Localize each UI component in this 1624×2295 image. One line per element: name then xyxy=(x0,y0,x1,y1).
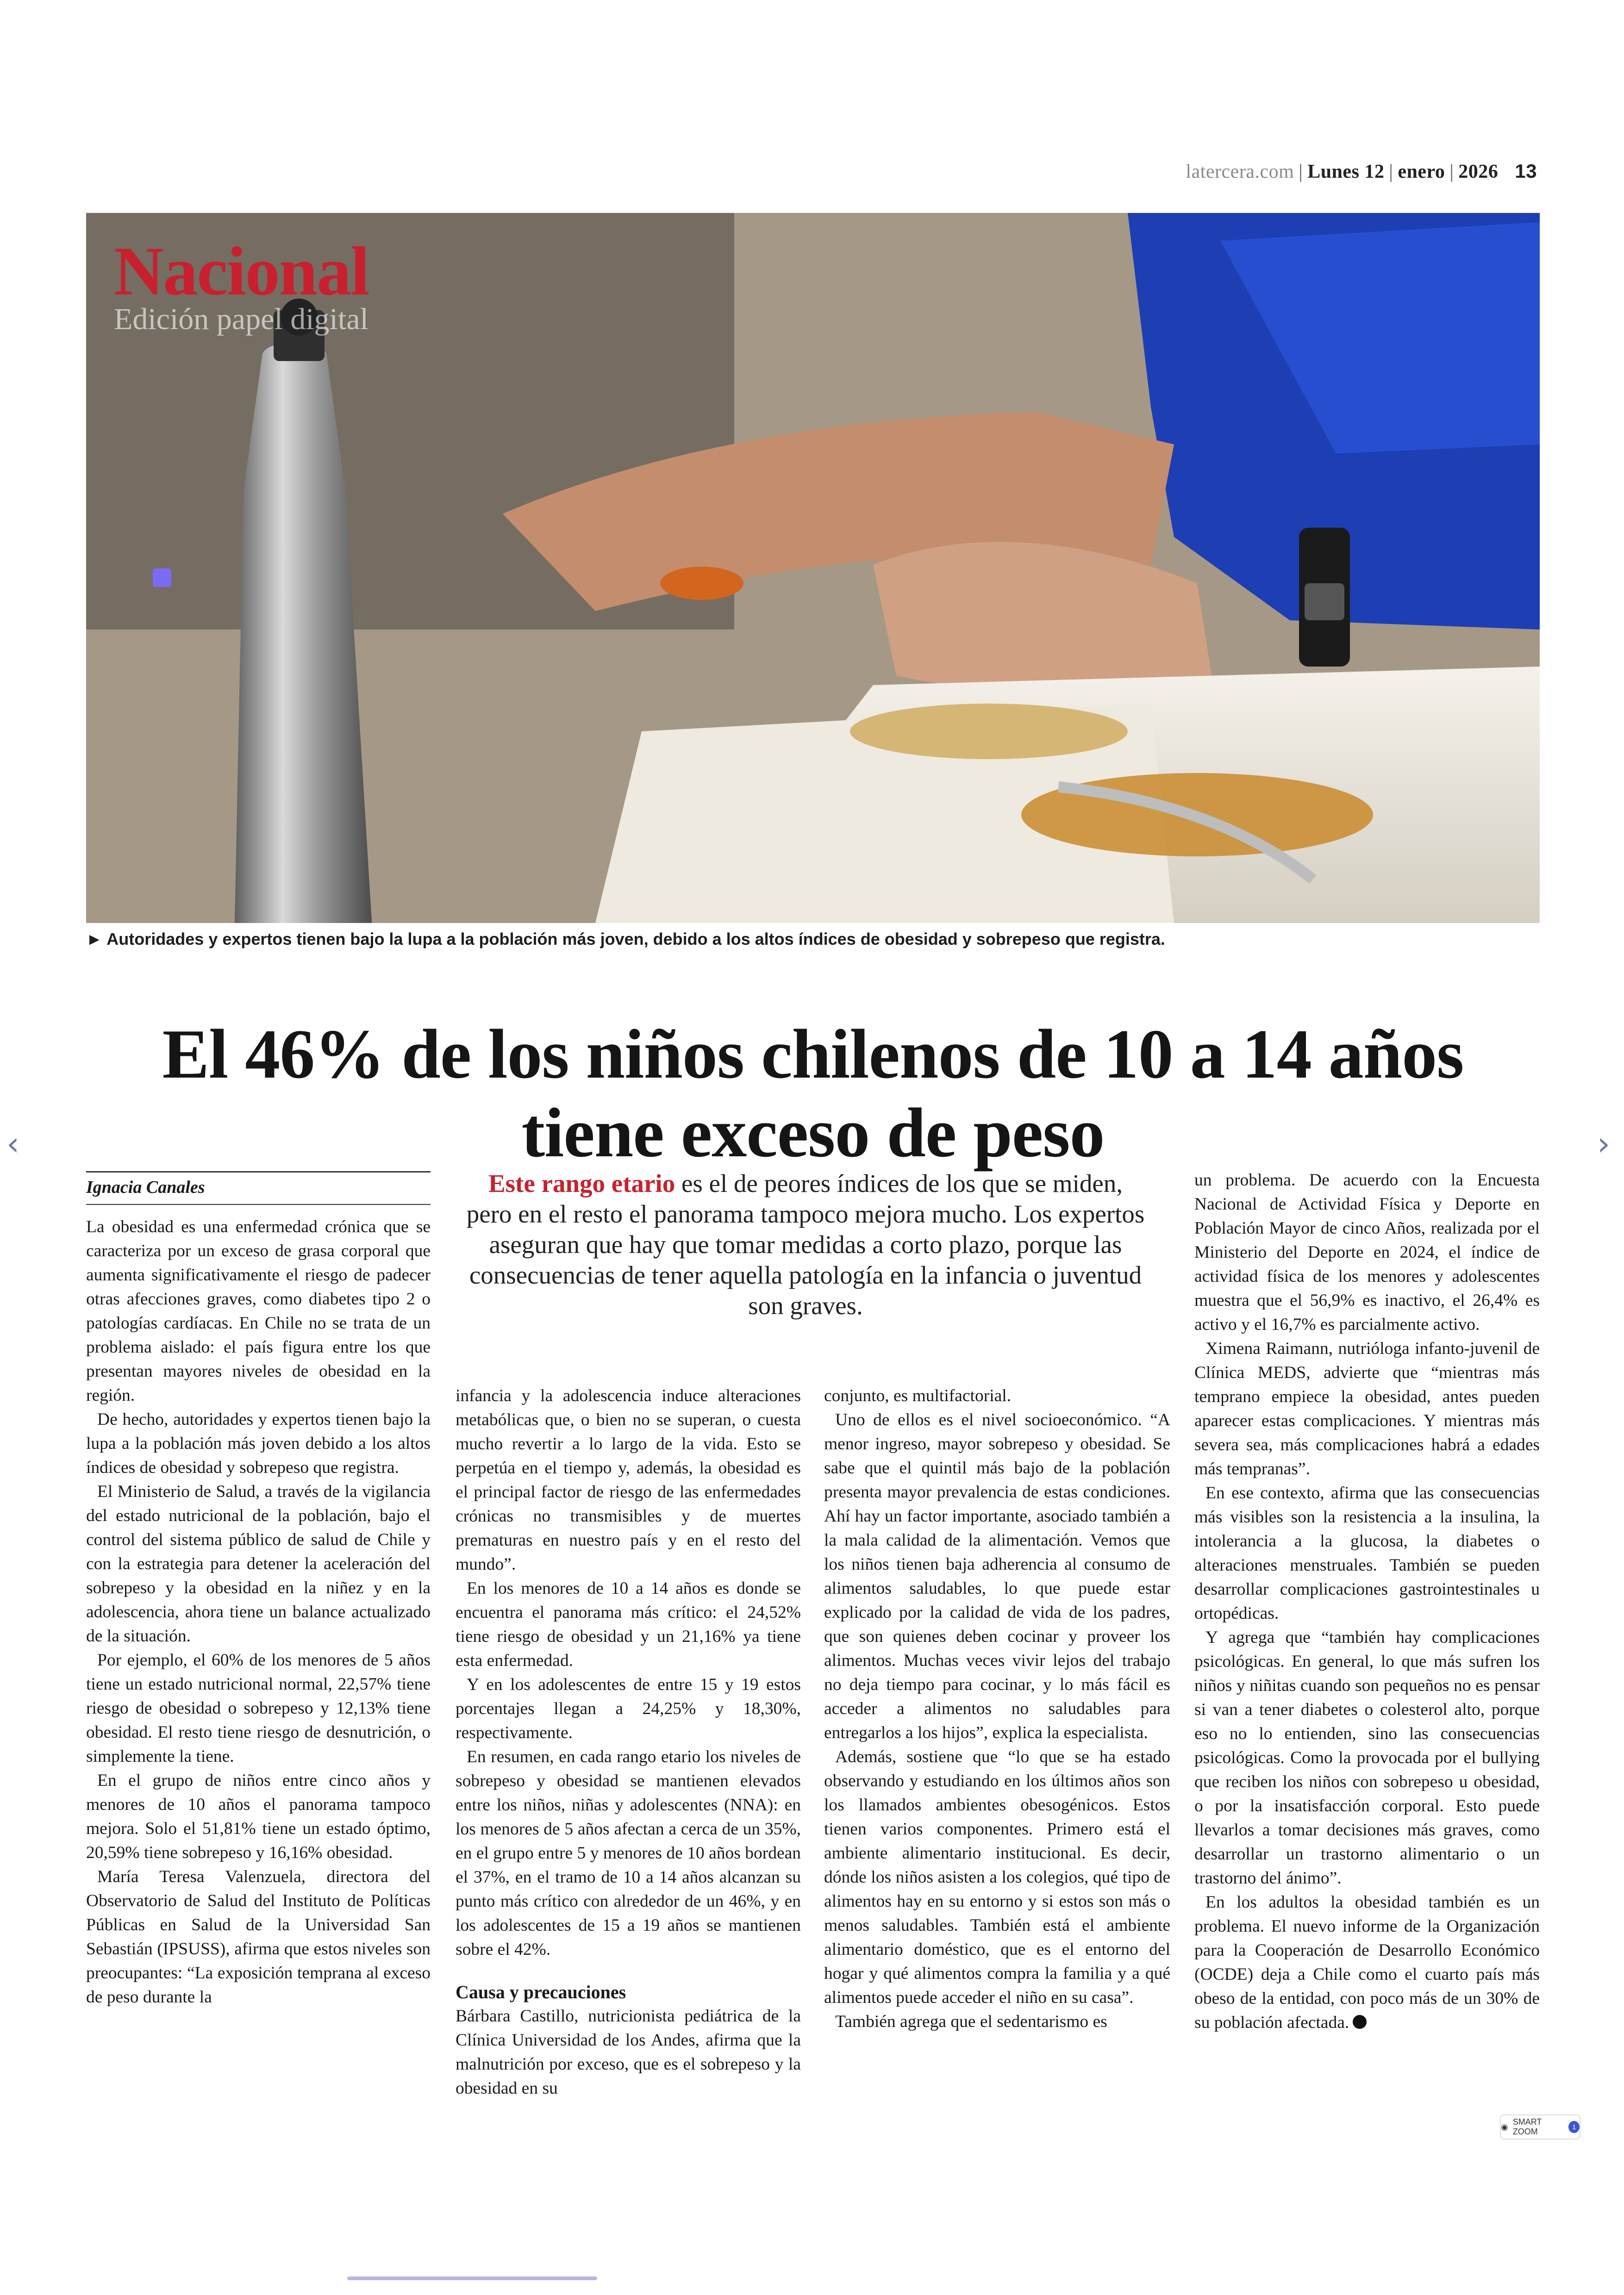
eye-icon: ◉ xyxy=(1501,2122,1508,2132)
headline: El 46% de los niños chilenos de 10 a 14 años tiene exceso de peso xyxy=(162,1015,1464,1172)
chevron-left-icon[interactable]: ‹ xyxy=(6,1125,19,1163)
paragraph: En el grupo de niños entre cinco años y menores de 10 años el panorama tampoco mejora. Solo el 51,81% tiene un estado óptimo, 20,59% tiene sobrepeso y 16,16% obesidad. xyxy=(86,1771,431,1862)
section-title: Nacional xyxy=(114,233,369,310)
smart-zoom-button[interactable] xyxy=(1500,2114,1580,2139)
paragraph: La obesidad es una enfermedad crónica que se caracteriza por un exceso de grasa corporal que aumenta significativamente el riesgo de padecer otras afecciones graves, como diabetes tipo 2 o patologías cardíacas. En Chile no se trata de un problema aislado: el país figura entre los que presentan mayores niveles de obesidad en la región. xyxy=(86,1217,431,1405)
end-mark-icon xyxy=(1353,2015,1367,2029)
paragraph: Además, sostiene que “lo que se ha estado observando y estudiando en los últimos años son los llamados ambientes obesogénicos. Estos tienen varios componentes. Primero está el ambiente alimentario institucional. Es decir, dónde los niños asisten a los colegios, qué tipo de alimentos hay en su entorno y si estos son más o menos saludables. También está el ambiente alimentario doméstico, que es el entorno del hogar y qué alimentos compra la familia y a qué alimentos puede acceder el niño en su casa”. xyxy=(824,1747,1170,2007)
paragraph: conjunto, es multifactorial. xyxy=(824,1386,1012,1405)
lead-paragraph xyxy=(463,1168,1148,1321)
date-day: Lunes 12 xyxy=(1307,161,1385,182)
column-2 xyxy=(456,1384,801,2101)
chevron-right-icon[interactable]: › xyxy=(1597,1125,1610,1163)
paragraph: En resumen, en cada rango etario los niveles de sobrepeso y obesidad se mantienen elevados entre los niños, niñas y adolescentes (NNA): en los menores de 5 años afectan a cerca de un 35%, en el grupo entre 5 y menores de 10 años bordean el 37%, en el tramo de 10 a 14 años alcanzan su punto más crítico con alrededor de un 46%, y en los adolescentes de 15 a 19 años se mantienen sobre el 42%. xyxy=(456,1747,801,1959)
paragraph: Bárbara Castillo, nutricionista pediátrica de la Clínica Universidad de los Andes, afirma que la malnutrición por exceso, que es el sobrepeso y la obesidad en su xyxy=(456,2007,801,2098)
smart-zoom-label: SMART ZOOM xyxy=(1512,2117,1542,2136)
column-3 xyxy=(824,1384,1170,2034)
paragraph: un problema. De acuerdo con la Encuesta Nacional de Actividad Física y Deporte en Población Mayor de cinco Años, realizada por el Ministerio del Deporte en 2024, el índice de actividad física de los menores y adolescentes muestra que el 56,9% es inactivo, el 26,4% es activo y el 16,7% es parcialmente activo. xyxy=(1194,1171,1540,1334)
subhead: Causa y precauciones xyxy=(456,1982,626,2002)
last-paragraph-text: En los adultos la obesidad también es un problema. El nuevo informe de la Organización para la Cooperación de Desarrollo Económico (OCDE) deja a Chile como el cuarto país más obeso de la entidad, con poco más de un 30% de su población afectada. xyxy=(1194,1893,1540,2032)
paragraph xyxy=(1194,1890,1540,2035)
note-icon[interactable] xyxy=(153,568,171,587)
paragraph: De hecho, autoridades y expertos tienen bajo la lupa a la población más joven debido a los altos índices de obesidad y sobrepeso que registra. xyxy=(86,1410,431,1477)
paragraph: En los menores de 10 a 14 años es donde se encuentra el panorama más crítico: el 24,52% tiene riesgo de obesidad y un 21,16% ya tiene esta enfermedad. xyxy=(456,1579,801,1670)
paragraph: infancia y la adolescencia induce alteraciones metabólicas que, o bien no se superan, o cuesta mucho revertir a lo largo de la vida. Esto se perpetúa en el tiempo y, además, la obesidad es el principal factor de riesgo de las enfermedades crónicas no transmisibles y de muertes prematuras en nuestro país y en el resto del mundo”. xyxy=(456,1386,801,1574)
column-4 xyxy=(1194,1168,1540,2035)
paragraph: También agrega que el sedentarismo es xyxy=(835,2012,1107,2031)
date-year: 2026 xyxy=(1458,161,1499,182)
date-month: enero xyxy=(1398,161,1445,182)
paragraph: El Ministerio de Salud, a través de la vigilancia del estado nutricional de la población, bajo el control del sistema público de salud de Chile y con la estrategia para detener la aceleración del sobrepeso y la obesidad en la niñez y en la adolescencia, ahora tiene un balance actualizado de la situación. xyxy=(86,1482,431,1646)
zoom-badge: 1 xyxy=(1568,2121,1580,2133)
paragraph: En ese contexto, afirma que las consecuencias más visibles son la resistencia a la insulina, la intolerancia a la glucosa, la diabetes o alteraciones menstruales. También se pueden desarrollar complicaciones gastrointestinales u ortopédicas. xyxy=(1194,1484,1540,1623)
paragraph: Ximena Raimann, nutrióloga infanto-juvenil de Clínica MEDS, advierte que “mientras más temprano empiece la obesidad, antes pueden aparecer estas complicaciones. Y mientras más severa sea, más complicaciones habrá a edades más tempranas”. xyxy=(1194,1339,1540,1478)
site-name: latercera.com xyxy=(1186,161,1294,182)
lead-photo xyxy=(86,213,1540,923)
lead-highlight: Este rango etario xyxy=(488,1169,675,1197)
photo-caption: ► Autoridades y expertos tienen bajo la lupa a la población más joven, debido a los altos índices de obesidad y sobrepeso que registra. xyxy=(86,929,1165,948)
page-number: 13 xyxy=(1515,160,1537,182)
page-header: latercera.com | Lunes 12 | enero | 2026 13 xyxy=(1186,160,1537,182)
byline: Ignacia Canales xyxy=(86,1171,431,1205)
paragraph: Y agrega que “también hay complicaciones psicológicas. En general, lo que más sufren los niños y niñitas cuando son pequeños no es pensar si van a tener diabetes o colesterol alto, porque eso no lo entienden, sino las consecuencias psicológicas. Como la provocada por el bullying que reciben los niños con sobrepeso u obesidad, o por la insatisfacción corporal. Esto puede llevarlos a tomar decisiones más graves, como desarrollar un trastorno alimentario o un trastorno del ánimo”. xyxy=(1194,1628,1540,1888)
paragraph: María Teresa Valenzuela, directora del Observatorio de Salud del Instituto de Políticas Públicas en Salud de la Universidad San Sebastián (IPSUSS), afirma que estos niveles son preocupantes: “La exposición temprana al exceso de peso durante la xyxy=(86,1867,431,2007)
lead-text: es el de peores índices de los que se miden, pero en el resto el panorama tampoco mejora mucho. Los expertos aseguran que hay que tomar medidas a corto plazo, porque las consecuencias de tener aquella patología en la infancia o juventud son graves. xyxy=(466,1169,1145,1320)
paragraph: Uno de ellos es el nivel socioeconómico. “A menor ingreso, mayor sobrepeso y obesidad. Se sabe que el quintil más bajo de la población presenta mayor prevalencia de estas condiciones. Ahí hay un factor importante, asociado también a la mala calidad de la alimentación. Vemos que los niños tienen baja adherencia al consumo de alimentos saludables, lo que puede estar explicado por la calidad de vida de los padres, que son quienes deben cocinar y proveer los alimentos. Muchas veces vivir lejos del trabajo no deja tiempo para cocinar, y lo más fácil es acceder a alimentos no saludables para entregarlos a los hijos”, explica la especialista. xyxy=(824,1410,1170,1742)
paragraph: Por ejemplo, el 60% de los menores de 5 años tiene un estado nutricional normal, 22,57% tiene riesgo de obesidad o sobrepeso y 12,13% tiene obesidad. El resto tiene riesgo de desnutrición, o simplemente la tiene. xyxy=(86,1651,431,1766)
horizontal-scrollbar[interactable] xyxy=(347,2276,597,2280)
column-1 xyxy=(86,1215,431,2009)
edition-label: Edición papel digital xyxy=(114,302,369,336)
paragraph: Y en los adolescentes de entre 15 y 19 estos porcentajes llegan a 24,25% y 18,30%, respectivamente. xyxy=(456,1675,801,1742)
